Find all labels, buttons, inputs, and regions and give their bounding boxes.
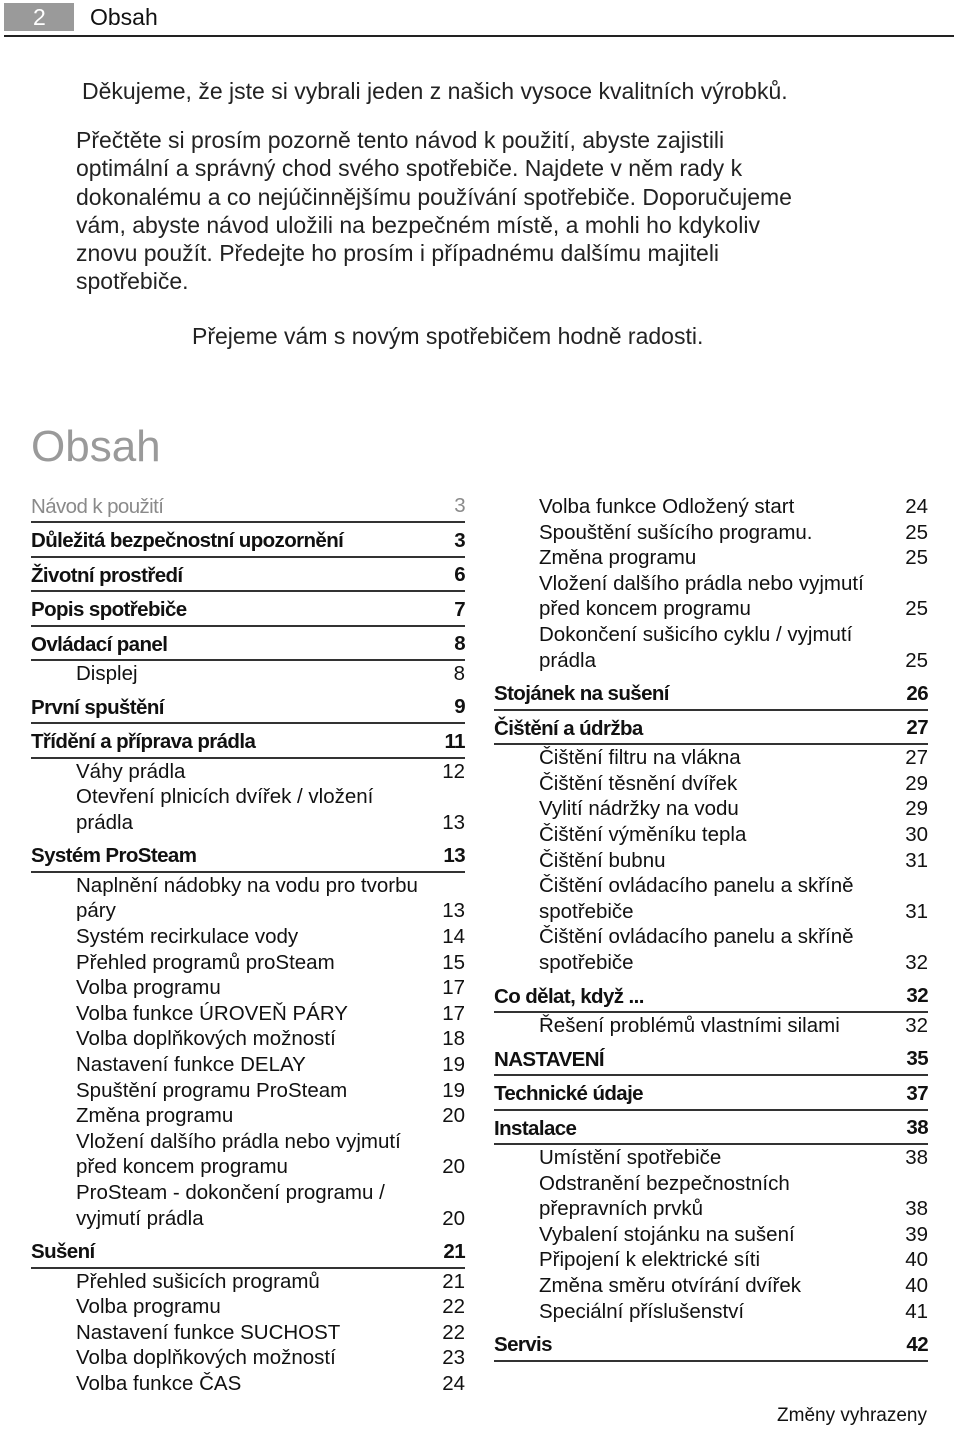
toc-entry-title: Čištění výměníku tepla [539,822,747,846]
toc-page-number: 27 [905,746,928,770]
toc-subentry [31,1078,465,1104]
toc-entry-title: Systém ProSteam [31,844,197,868]
intro-line: dokonalému a co nejúčinnějšímu používání spotřebiče. Doporučujeme [76,183,792,210]
toc-entry-title: Volba doplňkových možností [76,1346,336,1370]
toc-entry-title: Připojení k elektrické síti [539,1248,761,1272]
toc-page-number: 9 [454,695,465,719]
toc-subentry [494,571,928,622]
toc-subentry [31,873,465,924]
toc-entry-title: Sušení [31,1240,95,1264]
toc-entry-title: Spuštění programu ProSteam [76,1078,348,1102]
toc-entry-title: Změna programu [539,546,697,570]
intro-line: optimální a správný chod svého spotřebiče. Najdete v něm rady k [76,155,743,182]
toc-entry-title: Odstranění bezpečnostních přepravních prvků [539,1171,790,1221]
header-divider [4,35,954,37]
toc-page-number: 29 [905,797,928,821]
toc-page-number: 13 [442,899,465,923]
toc-section [494,711,928,746]
toc-entry-title: Volba funkce Odložený start [539,495,795,518]
toc-page-number: 39 [905,1222,928,1246]
toc-entry-title: Volba programu [76,1295,221,1319]
intro-line: spotřebiče. [76,268,189,295]
intro-line: vám, abyste návod uložili na bezpečném místě, a mohli ho kdykoliv [76,211,760,238]
toc-entry-title: Návod k použití [31,495,164,518]
toc-entry-title: Čištění a údržba [494,716,643,740]
toc-subentry [494,545,928,571]
toc-section [31,494,465,523]
toc-subentry [31,1180,465,1231]
toc-subentry [31,1026,465,1052]
toc-section [494,1076,928,1111]
toc-entry-title: Instalace [494,1116,577,1140]
toc-page-number: 13 [442,810,465,834]
toc-page-number: 29 [905,771,928,795]
toc-page-number: 26 [906,681,928,705]
toc-entry-title: Přehled sušicích programů [76,1269,320,1293]
toc-section [494,979,928,1014]
toc-page-number: 7 [454,597,465,621]
toc-page-number: 24 [905,495,928,518]
toc-entry-title: Čištění těsnění dvířek [539,771,738,795]
toc-page-number: 25 [905,546,928,570]
intro-line: Přečtěte si prosím pozorně tento návod k použití, abyste zajistili [76,127,725,153]
toc-subentry [31,924,465,950]
toc-subentry [31,1320,465,1346]
toc-page-number: 25 [905,520,928,544]
toc-page-number: 32 [905,1014,928,1037]
toc-entry-title: Speciální příslušenství [539,1299,745,1323]
toc-entry-title: Řešení problémů vlastními silami [539,1014,840,1037]
toc-subentry [31,1294,465,1320]
toc-subentry [494,1171,928,1222]
toc-entry-title: Změna směru otvírání dvířek [539,1274,802,1298]
toc-entry-title: Váhy prádla [76,759,186,783]
toc-page-number: 3 [454,494,465,517]
toc-entry-title: Čištění filtru na vlákna [539,746,741,770]
toc-entry-title: Životní prostředí [31,563,183,587]
page-header [0,0,960,36]
toc-subentry [494,1222,928,1248]
toc-subentry [494,622,928,673]
toc-entry-title: Volba programu [76,976,221,1000]
toc-subentry [494,1145,928,1171]
toc-subentry [494,494,928,520]
toc-entry-title: Čištění ovládacího panelu a skříně spotřebiče [539,925,854,974]
toc-page-number: 23 [442,1346,465,1370]
toc-subentry [494,1273,928,1299]
toc-page-number: 42 [906,1332,928,1356]
toc-entry-title: Technické údaje [494,1082,643,1106]
toc-section [31,1234,465,1269]
toc-page-number: 19 [442,1078,465,1102]
toc-section [31,558,465,593]
toc-section [31,724,465,759]
toc-page-number: 40 [905,1274,928,1298]
toc-page-number: 6 [454,563,465,586]
toc-page-number: 21 [443,1239,465,1263]
toc-entry-title: Co dělat, když ... [494,984,644,1008]
toc-subentry [494,520,928,546]
toc-section [494,1327,928,1362]
toc-entry-title: Volba funkce ČAS [76,1372,242,1396]
toc-subentry [31,1052,465,1078]
toc-page-number: 32 [906,984,928,1007]
toc-left-column [31,494,465,1400]
toc-entry-title: Vložení dalšího prádla nebo vyjmutí před koncem programu [539,571,864,621]
intro-body [76,126,896,296]
toc-subentry [31,1269,465,1295]
intro-line: znovu použít. Předejte ho prosím i případnému dalšímu majiteli [76,240,720,267]
toc-section [31,838,465,873]
toc-page-number: 31 [905,899,928,923]
toc-page-number: 31 [905,848,928,872]
toc-subentry [494,1247,928,1273]
toc-entry-title: Stojánek na sušení [494,682,669,706]
toc-page-number: 32 [905,950,928,974]
toc-page-number: 8 [453,662,465,685]
toc-page-number: 37 [906,1081,928,1105]
toc-section [31,690,465,725]
toc-page-number: 38 [905,1146,928,1170]
toc-entry-title: Volba doplňkových možností [76,1027,336,1051]
toc-subentry [31,1103,465,1129]
toc-page-number: 8 [454,632,465,655]
toc-entry-title: NASTAVENÍ [494,1047,605,1071]
toc-entry-title: První spuštění [31,695,164,719]
toc-page-number: 21 [442,1269,465,1293]
toc-entry-title: Nastavení funkce DELAY [76,1053,306,1077]
toc-section [31,592,465,627]
toc-page-number: 14 [442,925,465,949]
toc-page-number: 11 [444,729,465,753]
toc-subentry [31,759,465,785]
toc-entry-title: Servis [494,1333,552,1357]
toc-title: Obsah [31,422,161,471]
toc-page-number: 19 [442,1053,465,1077]
toc-entry-title: Volba funkce ÚROVEŇ PÁRY [76,1001,348,1025]
toc-section [494,676,928,711]
toc-subentry [494,771,928,797]
toc-page-number: 3 [454,528,465,552]
toc-page-number: 20 [442,1206,465,1230]
toc-entry-title: Vybalení stojánku na sušení [539,1222,795,1246]
toc-subentry [494,745,928,771]
toc-page-number: 25 [905,597,928,621]
toc-subentry [31,950,465,976]
toc-page-number: 22 [442,1320,465,1344]
toc-entry-title: Čištění bubnu [539,848,666,872]
toc-subentry [31,1001,465,1027]
toc-entry-title: Umístění spotřebiče [539,1146,722,1170]
toc-entry-title: Nastavení funkce SUCHOST [76,1320,341,1344]
header-title: Obsah [90,4,158,30]
toc-page-number: 20 [442,1104,465,1128]
toc-subentry [494,1299,928,1325]
toc-entry-title: Čištění ovládacího panelu a skříně spotřebiče [539,874,854,923]
toc-entry-title: Displej [76,662,138,685]
toc-page-number: 24 [442,1372,465,1396]
toc-page-number: 40 [905,1248,928,1272]
toc-entry-title: Naplnění nádobky na vodu pro tvorbu páry [76,873,418,923]
toc-entry-title: Popis spotřebiče [31,598,187,621]
toc-subentry [494,1013,928,1039]
toc-entry-title: Spouštění sušícího programu. [539,520,813,544]
toc-page-number: 35 [906,1047,928,1071]
toc-entry-title: Důležitá bezpečnostní upozornění [31,529,344,552]
toc-page-number: 30 [905,822,928,846]
toc-entry-title: Vylití nádržky na vodu [539,797,739,821]
toc-entry-title: Přehled programů proSteam [76,950,335,974]
toc-subentry [494,848,928,874]
toc-subentry [31,1345,465,1371]
toc-entry-title: Dokončení sušicího cyklu / vyjmutí prádla [539,622,853,672]
toc-page-number: 38 [906,1116,928,1140]
toc-section [494,1111,928,1146]
intro-thanks: Děkujeme, že jste si vybrali jeden z našich vysoce kvalitních výrobků. [82,78,788,104]
toc-page-number: 22 [442,1295,465,1319]
toc-subentry [31,784,465,835]
toc-subentry [31,1371,465,1397]
toc-subentry [31,975,465,1001]
toc-page-number: 15 [442,950,465,974]
toc-entry-title: Třídění a příprava prádla [31,730,256,754]
toc-entry-title: Vložení dalšího prádla nebo vyjmutí před koncem programu [76,1129,401,1179]
toc-right-column [494,494,928,1362]
toc-page-number: 18 [442,1027,465,1051]
toc-page-number: 17 [442,1001,465,1025]
toc-page-number: 25 [905,648,928,672]
toc-subentry [494,924,928,975]
footer-note: Změny vyhrazeny [777,1405,927,1426]
toc-page-number: 41 [905,1299,928,1323]
toc-page-number: 27 [906,716,928,740]
toc-page-number: 20 [442,1155,465,1179]
toc-subentry [494,796,928,822]
toc-page-number: 12 [442,759,465,783]
toc-section [494,1042,928,1077]
toc-subentry [494,822,928,848]
toc-section [31,627,465,662]
toc-page-number: 13 [443,843,465,867]
page-number: 2 [4,3,74,31]
toc-subentry [31,661,465,687]
toc-section [31,523,465,558]
toc-entry-title: ProSteam - dokončení programu / vyjmutí prádla [76,1181,385,1230]
toc-entry-title: Změna programu [76,1104,234,1128]
toc-entry-title: Otevření plnicích dvířek / vložení prádla [76,785,374,834]
toc-page-number: 38 [905,1197,928,1221]
toc-subentry [494,873,928,924]
toc-entry-title: Systém recirkulace vody [76,925,299,949]
toc-subentry [31,1129,465,1180]
toc-page-number: 17 [442,976,465,1000]
intro-wish: Přejeme vám s novým spotřebičem hodně radosti. [192,323,704,349]
toc-entry-title: Ovládací panel [31,632,168,656]
